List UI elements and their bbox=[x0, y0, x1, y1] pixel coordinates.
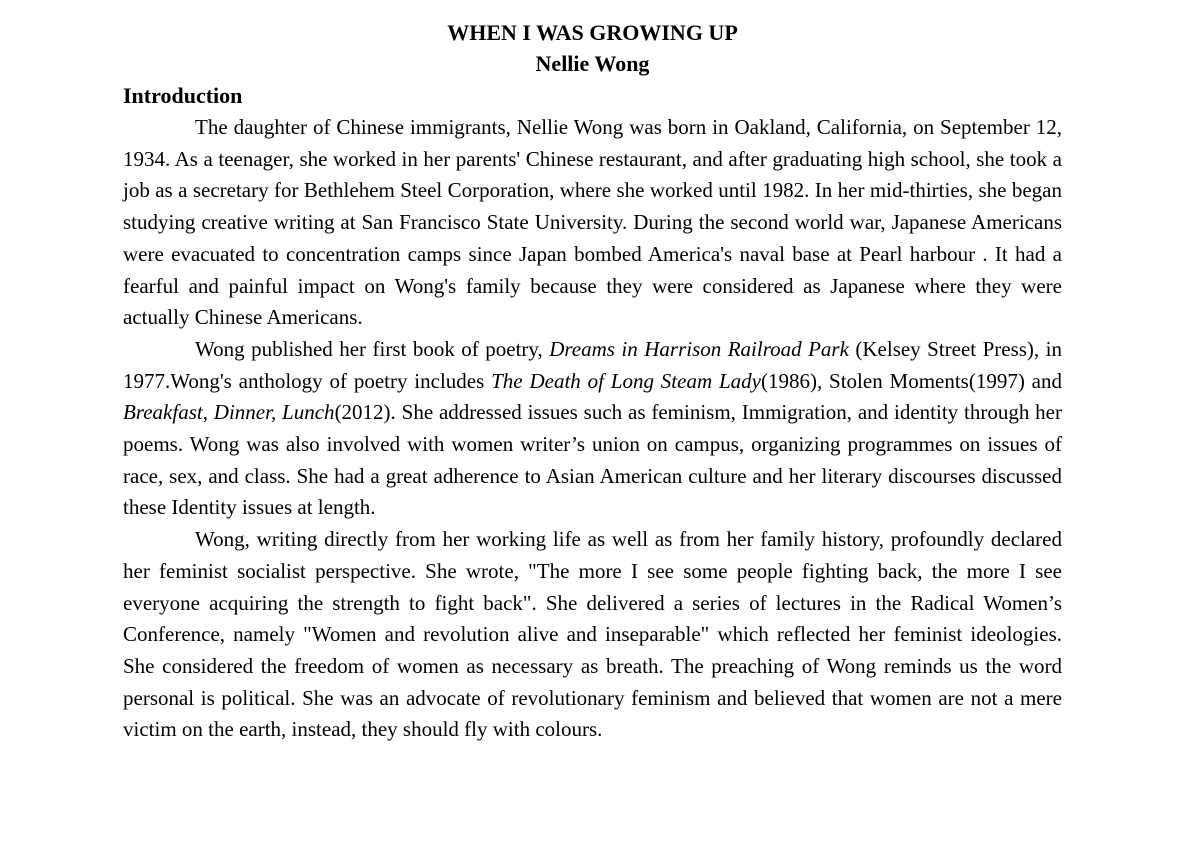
paragraph-1 bbox=[123, 112, 1062, 334]
cropped-text-strip bbox=[150, 0, 880, 4]
body-text bbox=[123, 112, 1062, 746]
text-run: Wong, writing directly from her working life as well as from her family history, profoundly declared her feminist socialist perspective. She wrote, "The more I see some people fighting back, the more I see everyone acquiring the strength to fight back". She delivered a series of lectures in the Radical Women’s Conference, namely "Women and revolution alive and inseparable" which reflected her feminist ideologies. She considered the freedom of women as necessary as breath. The preaching of Wong reminds us the word personal is political. She was an advocate of revolutionary feminism and believed that women are not a mere victim on the earth, instead, they should fly with colours. bbox=[123, 527, 1062, 742]
text-run: The daughter of Chinese immigrants, Nellie Wong was born in Oakland, California, on September 12, 1934. As a teenager, she worked in her parents' Chinese restaurant, and after graduating high school, she took a job as a secretary for Bethlehem Steel Corporation, where she worked until 1982. In her mid-thirties, she began studying creative writing at San Francisco State University. During the second world war, Japanese Americans were evacuated to concentration camps since Japan bombed America's naval base at Pearl harbour . It had a fearful and painful impact on Wong's family because they were considered as Japanese where they were actually Chinese Americans. bbox=[123, 115, 1062, 330]
italic-title: Breakfast, Dinner, Lunch bbox=[123, 400, 335, 425]
paragraph-3 bbox=[123, 524, 1062, 746]
document-title: WHEN I WAS GROWING UP bbox=[447, 20, 738, 45]
section-heading: Introduction bbox=[123, 83, 243, 108]
text-run: (Kelsey Street Press), in 1977.Wong's anthology of poetry includes bbox=[123, 336, 1062, 393]
italic-title: Dreams in Harrison Railroad Park bbox=[549, 336, 849, 361]
paragraph-2 bbox=[123, 334, 1062, 524]
author-name: Nellie Wong bbox=[535, 51, 650, 76]
text-run: (1986), Stolen Moments(1997) and bbox=[760, 368, 1062, 393]
document-page bbox=[123, 18, 1062, 746]
text-run: Wong published her first book of poetry, bbox=[195, 336, 550, 361]
italic-title: The Death of Long Steam Lady bbox=[491, 368, 761, 393]
text-run: (2012). She addressed issues such as feminism, Immigration, and identity through her poems. Wong was also involved with women writer’s union on campus, organizing programmes on issues of race, sex, and class. She had a great adherence to Asian American culture and her literary discourses discussed these Identity issues at length. bbox=[123, 400, 1062, 520]
